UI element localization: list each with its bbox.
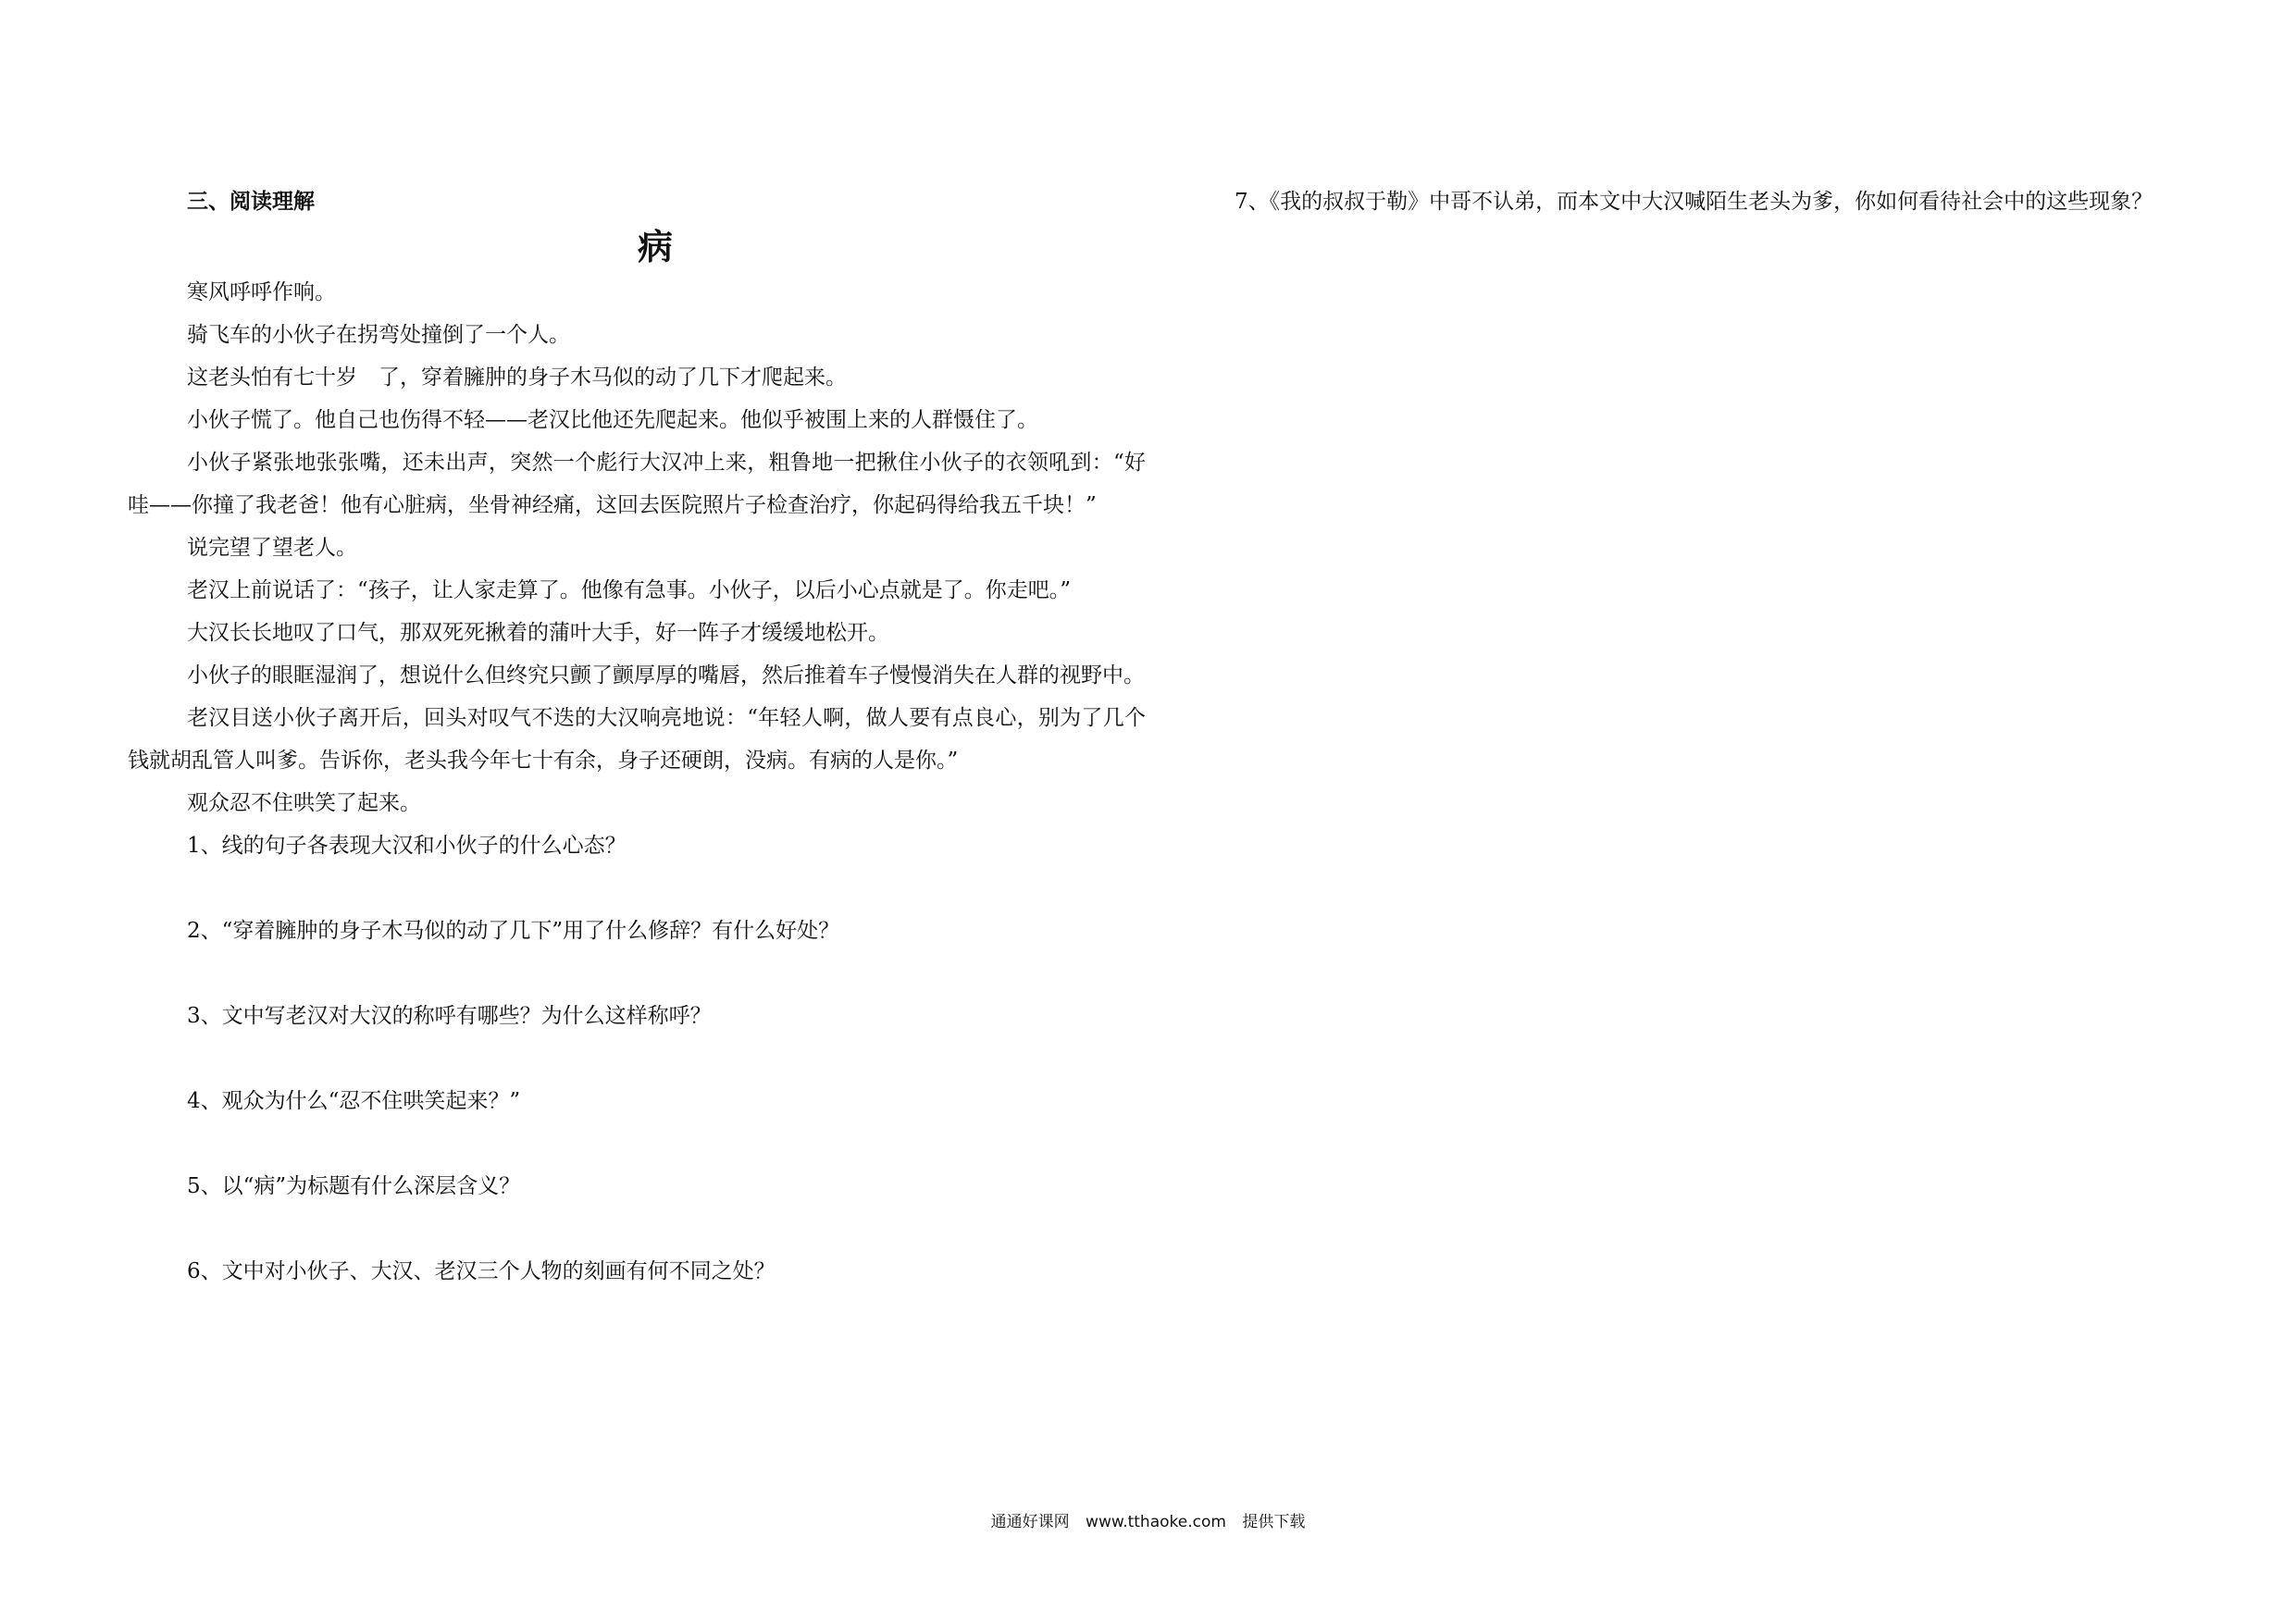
footer-note: 提供下载 [1242,1513,1306,1531]
story-paragraph: 寒风呼呼作响。 [187,280,336,304]
story-paragraph: 大汉长长地叹了口气，那双死死揪着的蒲叶大手，好一阵子才缓缓地松开。 [187,621,889,645]
question-item: 5、以“病”为标题有什么深层含义？ [187,1174,521,1198]
story-paragraph: 小伙子的眼眶湿润了，想说什么但终究只颤了颤厚厚的嘴唇，然后推着车子慢慢消失在人群的视野中。 [187,663,1145,688]
page-footer [0,1508,2296,1531]
question-list [128,824,1146,1293]
story-title: 病 [637,227,673,267]
story-paragraph: 说完望了望老人。 [187,536,357,560]
section-heading: 三、阅读理解 [187,189,315,214]
story-paragraph: 这老头怕有七十岁 了，穿着臃肿的身子木马似的动了几下才爬起来。 [187,365,847,390]
question-item: 1、线的句子各表现大汉和小伙子的什么心态？ [187,834,627,858]
story-paragraph: 老汉上前说话了：“孩子，让人家走算了。他像有急事。小伙子，以后小心点就是了。你走吧。” [187,578,1072,602]
question-item: 3、文中写老汉对大汉的称呼有哪些？为什么这样称呼？ [187,1004,712,1028]
footer-url[interactable]: www.tthaoke.com [1086,1513,1226,1531]
story-body [128,271,1146,824]
question-item: 4、观众为什么“忍不住哄笑起来？” [187,1089,521,1113]
right-column-question: 7、《我的叔叔于勒》中哥不认弟，而本文中大汉喊陌生老头为爹，你如何看待社会中的这些现象？ [1235,190,2153,214]
question-item: 6、文中对小伙子、大汉、老汉三个人物的刻画有何不同之处？ [187,1259,776,1283]
story-paragraph: 小伙子紧张地张张嘴，还未出声，突然一个彪行大汉冲上来，粗鲁地一把揪住小伙子的衣领吼到：“好哇——你撞了我老爸！他有心脏病，坐骨神经痛，这回去医院照片子检查治疗，你起码得给我五千块！” [128,451,1146,517]
story-paragraph: 老汉目送小伙子离开后，回头对叹气不迭的大汉响亮地说：“年轻人啊，做人要有点良心，别为了几个钱就胡乱管人叫爹。告诉你，老头我今年七十有余，身子还硬朗，没病。有病的人是你。” [128,706,1146,773]
story-paragraph: 小伙子慌了。他自己也伤得不轻——老汉比他还先爬起来。他似乎被围上来的人群慑住了。 [187,408,1038,432]
story-paragraph: 观众忍不住哄笑了起来。 [187,791,421,815]
story-paragraph: 骑飞车的小伙子在拐弯处撞倒了一个人。 [187,323,570,347]
footer-site-name: 通通好课网 [990,1513,1070,1531]
left-column [128,180,1146,1335]
question-item: 2、“穿着臃肿的身子木马似的动了几下”用了什么修辞？有什么好处？ [187,919,840,943]
